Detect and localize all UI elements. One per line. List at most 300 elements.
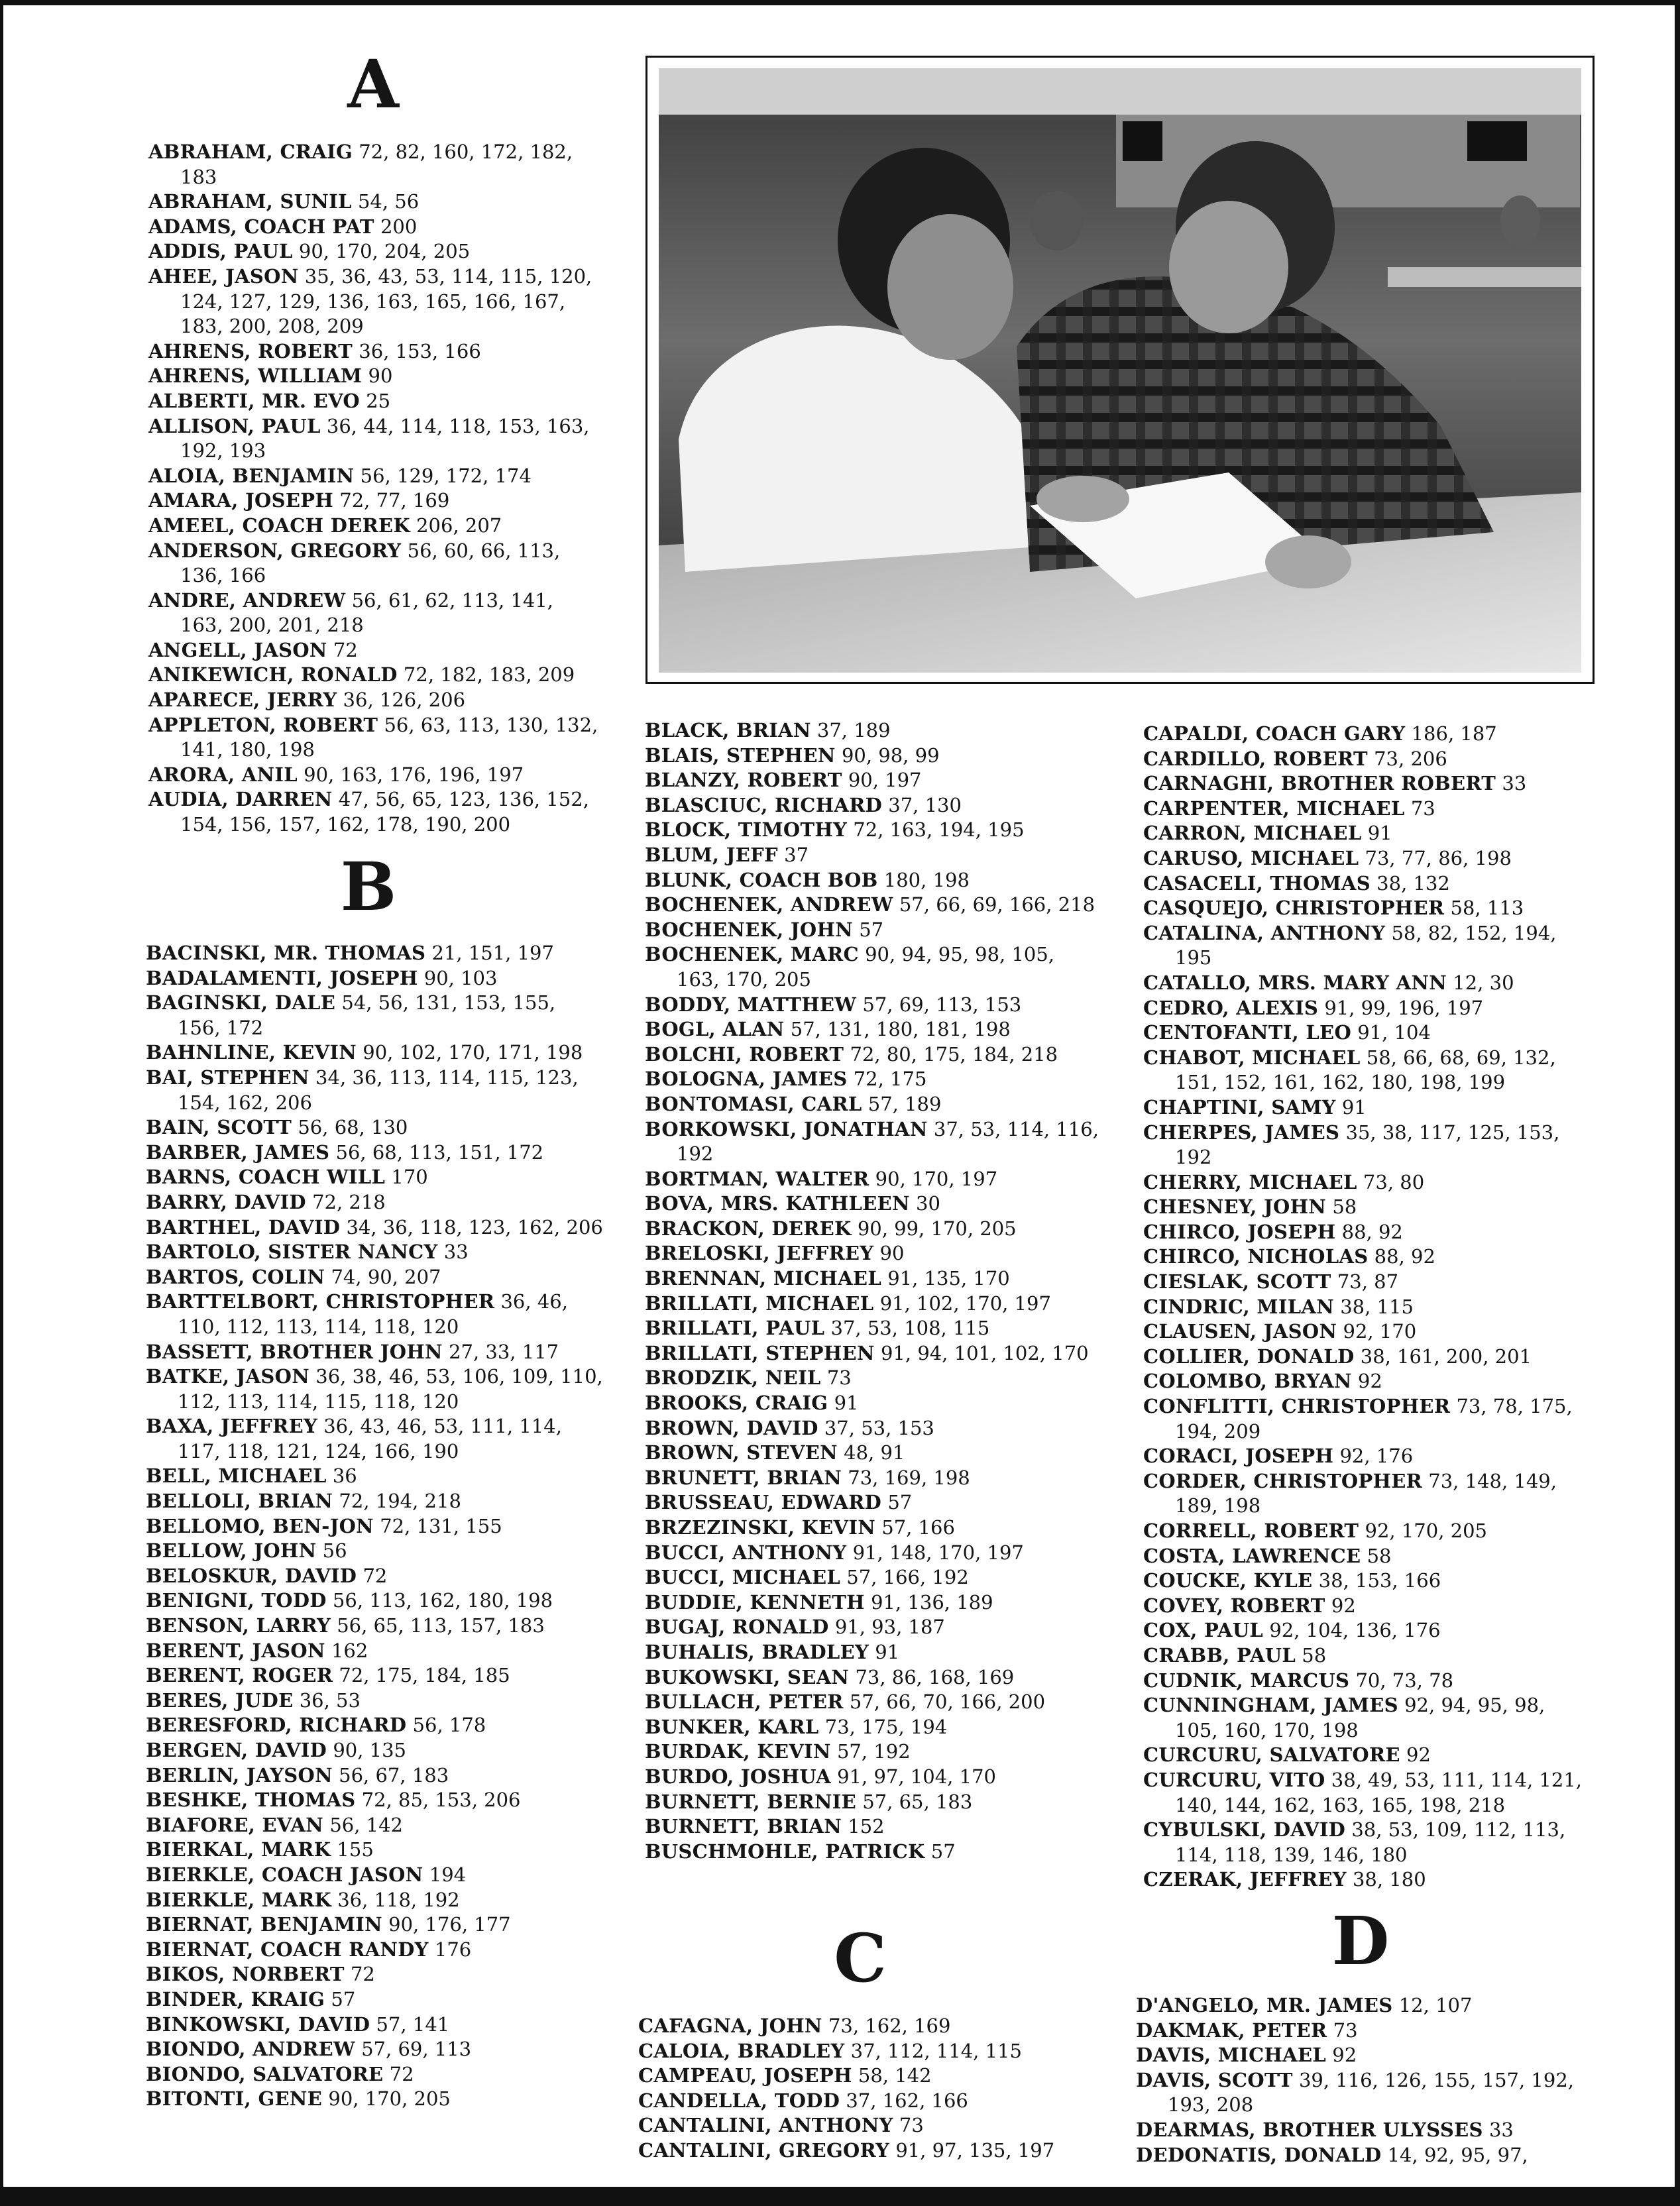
index-entry xyxy=(645,818,1102,843)
entry-pages: 176 xyxy=(434,1938,472,1961)
entry-name: ADAMS, COACH PAT xyxy=(148,215,374,238)
entry-pages: 90, 197 xyxy=(848,769,922,792)
index-entry xyxy=(146,1190,603,1215)
index-entry xyxy=(645,1814,1102,1840)
section-letter-c: C xyxy=(834,1919,887,1997)
entry-name: BORKOWSKI, JONATHAN xyxy=(645,1117,928,1140)
entry-pages: 91 xyxy=(834,1392,859,1415)
index-entry xyxy=(148,464,599,489)
entry-name: BACINSKI, MR. THOMAS xyxy=(146,942,426,964)
entry-pages: 90, 170, 204, 205 xyxy=(298,240,471,263)
entry-name: COVEY, ROBERT xyxy=(1143,1594,1325,1617)
index-entry xyxy=(645,1366,1102,1391)
index-entry xyxy=(146,1888,603,1913)
entry-pages: 38, 161, 200, 201 xyxy=(1360,1345,1532,1368)
entry-pages: 38, 53, 109, 112, 113, 114, 118, 139, 146, 180 xyxy=(1175,1818,1566,1866)
entry-pages: 38, 180 xyxy=(1352,1868,1426,1891)
entry-name: BENIGNI, TODD xyxy=(146,1589,327,1612)
entry-name: BINKOWSKI, DAVID xyxy=(146,2013,370,2036)
entry-name: BUCCI, ANTHONY xyxy=(645,1541,847,1564)
index-entry xyxy=(645,1092,1102,1117)
index-entry xyxy=(1143,1693,1594,1743)
index-entry xyxy=(148,364,599,389)
entry-pages: 72, 194, 218 xyxy=(339,1490,461,1513)
entry-pages: 91, 94, 101, 102, 170 xyxy=(880,1341,1089,1364)
index-entry xyxy=(1143,1469,1594,1519)
entry-pages: 194 xyxy=(429,1863,467,1886)
entry-pages: 37, 189 xyxy=(816,719,891,742)
index-entry xyxy=(146,1464,603,1489)
index-entry xyxy=(638,2064,1095,2089)
index-entry xyxy=(645,1765,1102,1790)
entry-name: BUSCHMOHLE, PATRICK xyxy=(645,1840,925,1863)
entry-name: CANTALINI, GREGORY xyxy=(638,2138,890,2162)
index-entry xyxy=(1143,1569,1594,1594)
entry-pages: 73, 206 xyxy=(1374,747,1447,770)
entry-name: BADALAMENTI, JOSEPH xyxy=(146,966,418,989)
entry-name: CINDRIC, MILAN xyxy=(1143,1295,1334,1318)
entry-name: CHERRY, MICHAEL xyxy=(1143,1170,1357,1193)
index-entry xyxy=(146,941,603,966)
index-list-c xyxy=(638,2014,1095,2164)
entry-name: BRENNAN, MICHAEL xyxy=(645,1267,882,1290)
entry-pages: 37, 162, 166 xyxy=(846,2089,968,2112)
entry-pages: 72 xyxy=(363,1564,388,1587)
entry-name: BERGEN, DAVID xyxy=(146,1739,327,1761)
entry-name: BITONTI, GENE xyxy=(146,2087,323,2111)
index-entry xyxy=(148,215,599,240)
entry-pages: 72, 175, 184, 185 xyxy=(339,1664,510,1687)
index-entry xyxy=(645,1017,1102,1042)
entry-name: BIERKAL, MARK xyxy=(146,1838,331,1861)
entry-name: CALOIA, BRADLEY xyxy=(638,2039,845,2062)
entry-pages: 74, 90, 207 xyxy=(331,1265,441,1288)
index-entry xyxy=(148,514,599,539)
entry-pages: 58, 82, 152, 194, 195 xyxy=(1175,921,1557,969)
entry-name: CENTOFANTI, LEO xyxy=(1143,1021,1352,1044)
page-border-right xyxy=(1675,0,1680,2206)
index-entry xyxy=(638,2014,1095,2039)
index-entry xyxy=(645,1590,1102,1616)
entry-name: CARRON, MICHAEL xyxy=(1143,822,1362,845)
entry-pages: 72, 182, 183, 209 xyxy=(403,663,575,687)
index-entry xyxy=(638,2089,1095,2114)
entry-name: ANDERSON, GREGORY xyxy=(148,539,402,562)
entry-name: ADDIS, PAUL xyxy=(148,240,293,263)
entry-pages: 92 xyxy=(1406,1743,1431,1767)
entry-pages: 57, 141 xyxy=(376,2013,450,2036)
entry-pages: 39, 116, 126, 155, 157, 192, 193, 208 xyxy=(1168,2068,1574,2117)
entry-name: BOCHENEK, JOHN xyxy=(645,918,853,941)
index-entry xyxy=(146,1066,603,1115)
index-entry xyxy=(1143,1319,1594,1345)
entry-name: BOLCHI, ROBERT xyxy=(645,1042,844,1066)
entry-pages: 91, 135, 170 xyxy=(887,1267,1010,1290)
entry-name: BAGINSKI, DALE xyxy=(146,991,336,1015)
entry-name: BRODZIK, NEIL xyxy=(645,1366,821,1390)
index-entry xyxy=(148,239,599,264)
entry-name: AMEEL, COACH DEREK xyxy=(148,514,410,537)
entry-name: BLACK, BRIAN xyxy=(645,719,811,742)
entry-name: BARTOS, COLIN xyxy=(146,1265,325,1288)
entry-pages: 90, 170, 205 xyxy=(328,2087,451,2111)
index-entry xyxy=(146,1788,603,1813)
entry-name: BELLOW, JOHN xyxy=(146,1539,317,1563)
entry-pages: 91, 104 xyxy=(1357,1021,1431,1044)
index-entry xyxy=(146,991,603,1040)
entry-pages: 57, 69, 113 xyxy=(361,2038,472,2061)
entry-name: ABRAHAM, CRAIG xyxy=(148,140,353,163)
index-entry xyxy=(645,868,1102,893)
page-border-left xyxy=(0,0,3,2206)
entry-pages: 36, 126, 206 xyxy=(343,689,466,712)
index-entry xyxy=(1143,1394,1594,1444)
entry-name: CZERAK, JEFFREY xyxy=(1143,1868,1347,1891)
index-entry xyxy=(645,1790,1102,1815)
entry-name: CAFAGNA, JOHN xyxy=(638,2014,822,2037)
entry-pages: 92, 170 xyxy=(1343,1320,1417,1343)
entry-name: BRELOSKI, JEFFREY xyxy=(645,1242,874,1265)
entry-name: BENSON, LARRY xyxy=(146,1614,331,1637)
index-entry xyxy=(146,1489,603,1514)
entry-name: BIKOS, NORBERT xyxy=(146,1963,345,1986)
entry-pages: 90, 163, 176, 196, 197 xyxy=(304,763,524,786)
index-entry xyxy=(146,1215,603,1241)
entry-name: BIERKLE, COACH JASON xyxy=(146,1863,423,1886)
entry-pages: 72 xyxy=(333,638,358,661)
entry-pages: 38, 153, 166 xyxy=(1318,1569,1441,1592)
entry-name: BUHALIS, BRADLEY xyxy=(645,1640,869,1663)
entry-name: BUNKER, KARL xyxy=(645,1715,819,1738)
entry-pages: 36, 53 xyxy=(299,1688,361,1712)
index-entry xyxy=(1143,1220,1594,1245)
entry-pages: 36 xyxy=(332,1464,357,1488)
index-entry xyxy=(148,787,599,837)
index-entry xyxy=(146,1588,603,1614)
entry-name: CHIRCO, JOSEPH xyxy=(1143,1220,1336,1243)
entry-name: BAXA, JEFFREY xyxy=(146,1415,317,1438)
index-entry xyxy=(148,539,599,588)
entry-name: CUNNINGHAM, JAMES xyxy=(1143,1694,1398,1717)
entry-name: BROWN, DAVID xyxy=(645,1416,818,1439)
entry-name: BELOSKUR, DAVID xyxy=(146,1564,357,1587)
index-entry xyxy=(645,1391,1102,1416)
entry-pages: 37, 53, 108, 115 xyxy=(830,1317,990,1340)
entry-name: ALLISON, PAUL xyxy=(148,414,321,437)
entry-name: CYBULSKI, DAVID xyxy=(1143,1818,1346,1842)
entry-pages: 92 xyxy=(1357,1370,1382,1393)
photo-two-students-reading xyxy=(659,68,1581,673)
entry-pages: 56, 68, 130 xyxy=(298,1116,408,1139)
index-entry xyxy=(645,1241,1102,1266)
entry-pages: 72, 82, 160, 172, 182, 183 xyxy=(180,140,573,188)
index-entry xyxy=(638,2039,1095,2064)
index-entry xyxy=(645,744,1102,769)
entry-pages: 90, 103 xyxy=(423,966,498,989)
index-entry xyxy=(645,1292,1102,1317)
entry-name: COUCKE, KYLE xyxy=(1143,1569,1313,1592)
index-entry xyxy=(645,1466,1102,1491)
entry-pages: 91 xyxy=(1367,822,1392,845)
entry-pages: 57, 189 xyxy=(868,1092,942,1115)
index-entry xyxy=(645,793,1102,818)
entry-name: BELL, MICHAEL xyxy=(146,1464,327,1488)
entry-name: BELLOMO, BEN-JON xyxy=(146,1514,374,1537)
entry-pages: 54, 56 xyxy=(357,190,420,213)
index-entry xyxy=(146,1040,603,1066)
entry-pages: 33 xyxy=(1488,2118,1514,2141)
entry-pages: 92 xyxy=(1331,1594,1356,1617)
entry-name: BAI, STEPHEN xyxy=(146,1066,309,1089)
index-entry xyxy=(1143,1195,1594,1220)
index-list-c-continued xyxy=(1143,722,1594,1893)
index-entry xyxy=(645,718,1102,744)
entry-pages: 73, 162, 169 xyxy=(828,2014,951,2037)
index-entry xyxy=(146,2037,603,2062)
index-entry xyxy=(148,763,599,788)
entry-name: ALBERTI, MR. EVO xyxy=(148,389,360,412)
entry-name: BURDAK, KEVIN xyxy=(645,1740,831,1763)
entry-pages: 58, 66, 68, 69, 132, 151, 152, 161, 162, 180, 198, 199 xyxy=(1175,1046,1556,1094)
entry-pages: 91 xyxy=(1341,1095,1367,1119)
entry-pages: 34, 36, 118, 123, 162, 206 xyxy=(346,1215,603,1239)
entry-name: BERENT, ROGER xyxy=(146,1664,333,1687)
entry-pages: 92, 94, 95, 98, 105, 160, 170, 198 xyxy=(1175,1694,1545,1741)
entry-name: BERENT, JASON xyxy=(146,1639,325,1662)
entry-name: APARECE, JERRY xyxy=(148,689,337,712)
index-entry xyxy=(645,1715,1102,1740)
entry-pages: 73, 148, 149, 189, 198 xyxy=(1175,1469,1557,1517)
index-entry xyxy=(1136,2018,1593,2044)
index-entry xyxy=(146,1414,603,1464)
entry-pages: 57, 166 xyxy=(881,1516,955,1539)
entry-pages: 36, 46, 110, 112, 113, 114, 118, 120 xyxy=(178,1290,568,1338)
index-entry xyxy=(1143,1244,1594,1270)
entry-name: BODDY, MATTHEW xyxy=(645,993,857,1016)
entry-name: BROOKS, CRAIG xyxy=(645,1392,828,1415)
index-entry xyxy=(146,2062,603,2087)
index-entry xyxy=(146,2087,603,2112)
entry-name: BIAFORE, EVAN xyxy=(146,1813,324,1836)
index-entry xyxy=(146,1938,603,1963)
entry-pages: 73 xyxy=(899,2114,924,2137)
entry-pages: 56, 178 xyxy=(412,1714,486,1737)
entry-pages: 200 xyxy=(380,215,418,238)
index-entry xyxy=(146,1115,603,1140)
index-entry xyxy=(1143,1270,1594,1295)
index-entry xyxy=(1143,1046,1594,1095)
index-entry xyxy=(146,1863,603,1888)
index-entry xyxy=(645,1640,1102,1665)
index-entry xyxy=(1143,896,1594,921)
entry-pages: 56, 129, 172, 174 xyxy=(360,464,532,487)
entry-pages: 38, 49, 53, 111, 114, 121, 140, 144, 162, 163, 165, 198, 218 xyxy=(1175,1768,1582,1816)
page-border-bottom xyxy=(0,2187,1680,2206)
entry-pages: 73, 80 xyxy=(1363,1170,1425,1193)
entry-pages: 91, 93, 187 xyxy=(834,1616,945,1639)
index-entry xyxy=(1143,1444,1594,1469)
entry-name: BELLOLI, BRIAN xyxy=(146,1490,333,1513)
index-entry xyxy=(146,1240,603,1265)
index-entry xyxy=(148,688,599,713)
entry-name: BUKOWSKI, SEAN xyxy=(645,1665,850,1688)
index-entry xyxy=(638,2113,1095,2138)
entry-name: CHABOT, MICHAEL xyxy=(1143,1046,1361,1069)
entry-pages: 91, 136, 189 xyxy=(871,1590,993,1614)
entry-name: BURDO, JOSHUA xyxy=(645,1765,831,1788)
entry-name: BLUNK, COACH BOB xyxy=(645,868,878,891)
entry-pages: 73 xyxy=(826,1366,852,1390)
entry-name: CARUSO, MICHAEL xyxy=(1143,846,1359,869)
entry-name: DEDONATIS, DONALD xyxy=(1136,2143,1382,2166)
entry-pages: 73, 175, 194 xyxy=(824,1715,948,1738)
entry-name: CUDNIK, MARCUS xyxy=(1143,1669,1350,1692)
index-entry xyxy=(146,1539,603,1564)
entry-pages: 72, 77, 169 xyxy=(339,489,450,512)
entry-name: BIERKLE, MARK xyxy=(146,1888,331,1911)
entry-pages: 56, 60, 66, 113, 136, 166 xyxy=(180,539,561,587)
entry-pages: 92, 104, 136, 176 xyxy=(1269,1619,1441,1642)
index-entry xyxy=(146,1564,603,1589)
entry-name: BOVA, MRS. KATHLEEN xyxy=(645,1192,910,1215)
index-entry xyxy=(1143,1295,1594,1320)
index-entry xyxy=(1136,2043,1593,2068)
index-entry xyxy=(146,1763,603,1789)
index-entry xyxy=(1143,821,1594,846)
index-entry xyxy=(1143,1867,1594,1893)
index-entry xyxy=(645,1541,1102,1566)
index-entry xyxy=(645,1739,1102,1765)
entry-name: AHRENS, WILLIAM xyxy=(148,364,363,388)
entry-name: BARRY, DAVID xyxy=(146,1190,306,1213)
entry-pages: 57, 66, 69, 166, 218 xyxy=(899,893,1095,916)
index-entry xyxy=(645,843,1102,868)
index-entry xyxy=(1143,996,1594,1021)
entry-name: BIONDO, SALVATORE xyxy=(146,2062,384,2085)
entry-name: CLAUSEN, JASON xyxy=(1143,1320,1337,1343)
entry-name: CARNAGHI, BROTHER ROBERT xyxy=(1143,772,1496,795)
entry-pages: 56, 113, 162, 180, 198 xyxy=(332,1589,553,1612)
entry-name: CHIRCO, NICHOLAS xyxy=(1143,1245,1369,1268)
index-entry xyxy=(1143,1643,1594,1669)
entry-name: CANDELLA, TODD xyxy=(638,2089,840,2112)
index-list-b-continued xyxy=(645,718,1102,1864)
entry-pages: 90, 170, 197 xyxy=(875,1167,998,1190)
entry-name: ALOIA, BENJAMIN xyxy=(148,464,355,487)
entry-pages: 72, 218 xyxy=(312,1190,386,1213)
entry-pages: 88, 92 xyxy=(1374,1245,1435,1268)
entry-name: ANIKEWICH, RONALD xyxy=(148,663,398,687)
index-list-d xyxy=(1136,1993,1593,2168)
entry-name: BRACKON, DEREK xyxy=(645,1217,852,1240)
index-entry xyxy=(1136,2118,1593,2143)
page-border-top xyxy=(0,0,1680,5)
entry-name: CRABB, PAUL xyxy=(1143,1643,1296,1667)
entry-pages: 56, 61, 62, 113, 141, 163, 200, 201, 218 xyxy=(180,588,553,637)
entry-pages: 73 xyxy=(1333,2018,1358,2042)
entry-name: CORRELL, ROBERT xyxy=(1143,1519,1359,1542)
entry-name: CHAPTINI, SAMY xyxy=(1143,1095,1336,1119)
entry-name: BRZEZINSKI, KEVIN xyxy=(645,1516,876,1539)
entry-name: BERES, JUDE xyxy=(146,1688,294,1712)
entry-pages: 14, 92, 95, 97, xyxy=(1387,2143,1528,2166)
index-entry xyxy=(1143,1519,1594,1544)
index-entry xyxy=(1143,1544,1594,1569)
index-entry xyxy=(148,713,599,763)
entry-name: BRUNETT, BRIAN xyxy=(645,1466,842,1489)
entry-pages: 56, 63, 113, 130, 132, 141, 180, 198 xyxy=(180,713,598,761)
index-entry xyxy=(645,942,1102,992)
index-entry xyxy=(645,1615,1102,1640)
entry-pages: 170 xyxy=(391,1166,428,1189)
entry-name: CHERPES, JAMES xyxy=(1143,1121,1340,1144)
index-entry xyxy=(146,1663,603,1688)
entry-name: BRUSSEAU, EDWARD xyxy=(645,1491,882,1514)
entry-name: D'ANGELO, MR. JAMES xyxy=(1136,1994,1393,2016)
entry-pages: 58 xyxy=(1332,1195,1357,1219)
entry-pages: 91, 102, 170, 197 xyxy=(879,1292,1051,1315)
entry-pages: 33 xyxy=(1502,772,1527,795)
entry-pages: 36, 153, 166 xyxy=(359,339,481,362)
entry-name: BARTTELBORT, CHRISTOPHER xyxy=(146,1290,495,1313)
entry-name: DAVIS, SCOTT xyxy=(1136,2068,1293,2091)
entry-name: BUCCI, MICHAEL xyxy=(645,1566,841,1589)
entry-name: COX, PAUL xyxy=(1143,1619,1264,1642)
entry-pages: 90 xyxy=(368,364,393,388)
index-entry xyxy=(645,1441,1102,1466)
entry-pages: 73, 87 xyxy=(1337,1270,1399,1294)
index-entry xyxy=(148,339,599,364)
entry-pages: 56, 67, 183 xyxy=(339,1763,449,1787)
entry-pages: 36, 43, 46, 53, 111, 114, 117, 118, 121, 124, 166, 190 xyxy=(178,1415,562,1462)
entry-name: BUDDIE, KENNETH xyxy=(645,1590,865,1614)
entry-pages: 152 xyxy=(848,1815,885,1838)
index-entry xyxy=(146,1738,603,1763)
entry-name: DAVIS, MICHAEL xyxy=(1136,2044,1327,2067)
entry-name: BATKE, JASON xyxy=(146,1365,310,1388)
entry-name: CASQUEJO, CHRISTOPHER xyxy=(1143,897,1445,920)
index-entry xyxy=(645,993,1102,1018)
entry-name: CASACELI, THOMAS xyxy=(1143,871,1371,895)
index-entry xyxy=(146,1962,603,1987)
entry-name: CANTALINI, ANTHONY xyxy=(638,2114,893,2137)
entry-name: ARORA, ANIL xyxy=(148,763,298,786)
entry-pages: 90, 102, 170, 171, 198 xyxy=(363,1041,583,1064)
entry-name: DAKMAK, PETER xyxy=(1136,2018,1327,2042)
entry-name: AMARA, JOSEPH xyxy=(148,489,334,512)
index-entry xyxy=(645,918,1102,943)
index-entry xyxy=(1136,1993,1593,2018)
entry-pages: 36, 38, 46, 53, 106, 109, 110, 112, 113, 114, 115, 118, 120 xyxy=(178,1365,603,1413)
entry-pages: 25 xyxy=(366,389,391,412)
entry-pages: 91, 99, 196, 197 xyxy=(1324,996,1484,1019)
entry-pages: 73, 86, 168, 169 xyxy=(855,1665,1015,1688)
entry-name: ANGELL, JASON xyxy=(148,638,327,661)
index-entry xyxy=(146,1987,603,2013)
entry-pages: 56, 65, 113, 157, 183 xyxy=(337,1614,545,1637)
index-entry xyxy=(645,1266,1102,1292)
entry-pages: 73 xyxy=(1410,797,1435,820)
index-list-a xyxy=(148,140,599,838)
entry-pages: 92 xyxy=(1332,2044,1357,2067)
entry-pages: 57 xyxy=(859,918,884,941)
entry-name: BRILLATI, STEPHEN xyxy=(645,1341,875,1364)
entry-name: AHEE, JASON xyxy=(148,264,299,288)
entry-name: CATALLO, MRS. MARY ANN xyxy=(1143,971,1447,994)
index-entry xyxy=(645,1416,1102,1441)
entry-pages: 56, 142 xyxy=(329,1813,404,1836)
entry-name: CARDILLO, ROBERT xyxy=(1143,747,1368,770)
